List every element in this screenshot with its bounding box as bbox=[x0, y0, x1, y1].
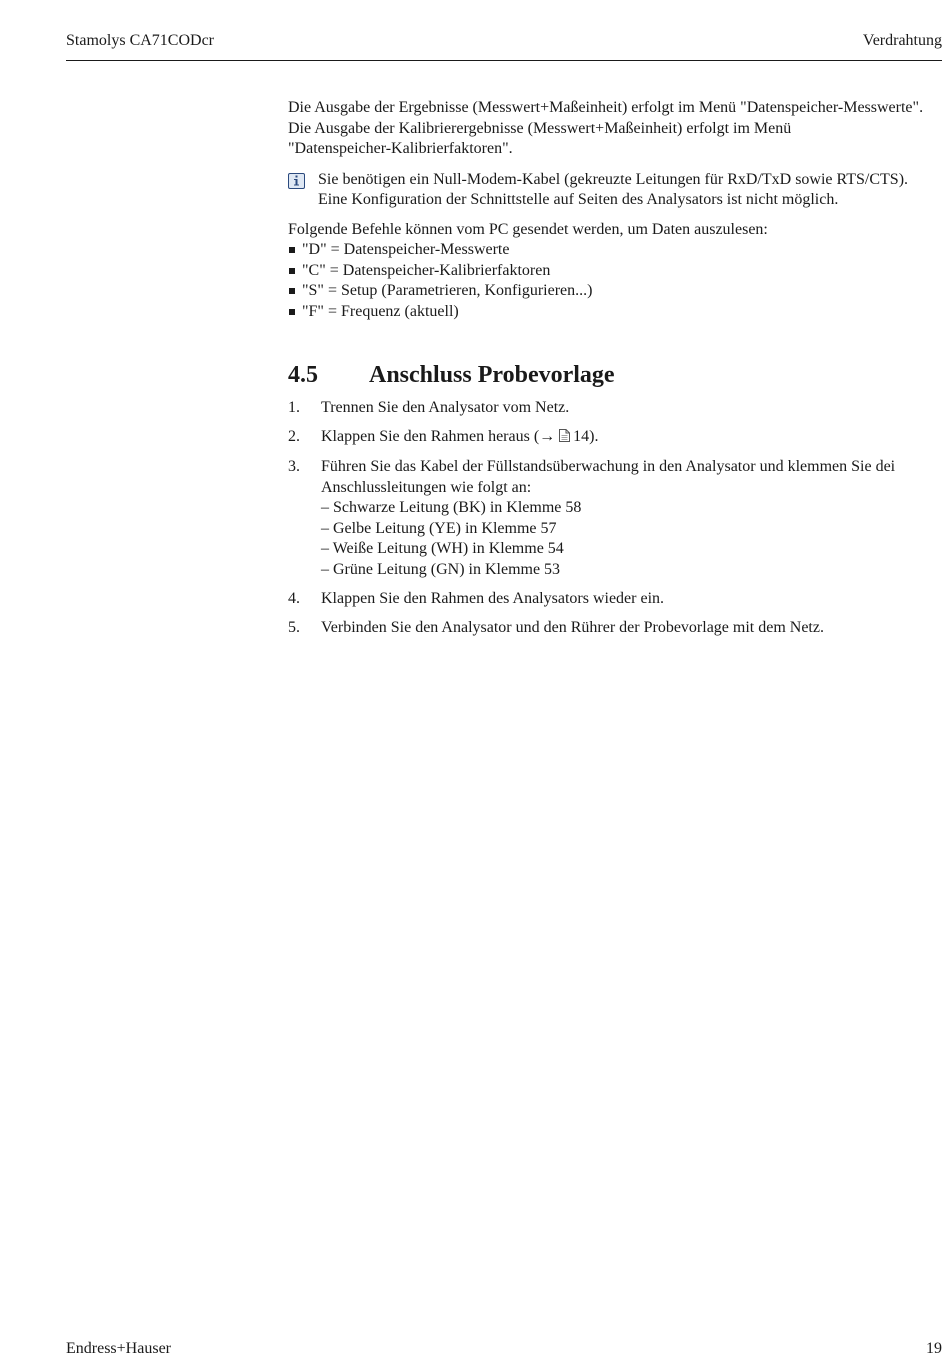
intro-paragraph bbox=[288, 98, 948, 160]
page-reference-link[interactable]: 14 bbox=[573, 428, 590, 445]
list-item bbox=[288, 261, 948, 282]
step-text: Anschlussleitungen wie folgt an: bbox=[321, 478, 532, 496]
note-line: Eine Konfiguration der Schnittstelle auf Seiten des Analysators ist nicht möglich. bbox=[318, 191, 839, 208]
wiring-list bbox=[321, 498, 948, 580]
steps-list bbox=[288, 398, 948, 638]
bullet-square-icon bbox=[289, 247, 295, 253]
header-product: Stamolys CA71CODcr bbox=[66, 32, 214, 49]
commands-list bbox=[288, 240, 948, 322]
step-number: 1. bbox=[288, 399, 300, 416]
commands-lead: Folgende Befehle können vom PC gesendet werden, um Daten auszulesen: bbox=[288, 220, 768, 238]
step-number: 3. bbox=[288, 458, 300, 475]
wiring-item: – Grüne Leitung (GN) in Klemme 53 bbox=[321, 560, 561, 578]
command-text: "F" = Frequenz (aktuell) bbox=[302, 302, 459, 320]
step-number: 5. bbox=[288, 618, 300, 636]
section-number: 4.5 bbox=[288, 362, 318, 388]
step-item bbox=[288, 589, 948, 610]
wiring-item: – Schwarze Leitung (BK) in Klemme 58 bbox=[321, 499, 582, 516]
arrow-right-icon: → bbox=[539, 428, 556, 445]
command-text: "S" = Setup (Parametrieren, Konfigurieren...) bbox=[302, 282, 593, 299]
step-text: Klappen Sie den Rahmen des Analysators wieder ein. bbox=[321, 589, 665, 607]
info-icon bbox=[288, 173, 305, 189]
bullet-square-icon bbox=[289, 309, 295, 315]
step-text: ). bbox=[589, 428, 599, 445]
wiring-item: – Gelbe Leitung (YE) in Klemme 57 bbox=[321, 519, 557, 537]
intro-line: "Datenspeicher-Kalibrierfaktoren". bbox=[288, 140, 513, 157]
step-item bbox=[288, 618, 948, 639]
step-item bbox=[288, 457, 948, 580]
header-chapter: Verdrahtung bbox=[862, 32, 942, 49]
list-item bbox=[288, 302, 948, 323]
page-number: 19 bbox=[926, 1340, 942, 1357]
intro-line: Die Ausgabe der Ergebnisse (Messwert+Maßeinheit) erfolgt im Menü "Datenspeicher-Messwerte". bbox=[288, 99, 924, 116]
note-line: Sie benötigen ein Null-Modem-Kabel (gekreuzte Leitungen für RxD/TxD sowie RTS/CTS). bbox=[318, 170, 909, 188]
page-header bbox=[66, 30, 942, 61]
intro-line: Die Ausgabe der Kalibrierergebnisse (Messwert+Maßeinheit) erfolgt im Menü bbox=[288, 119, 792, 137]
step-text: Klappen Sie den Rahmen heraus ( bbox=[321, 428, 540, 445]
bullet-square-icon bbox=[289, 268, 295, 274]
list-item bbox=[288, 281, 948, 302]
step-item bbox=[288, 427, 948, 449]
wiring-item: – Weiße Leitung (WH) in Klemme 54 bbox=[321, 540, 564, 557]
footer-brand: Endress+Hauser bbox=[66, 1340, 171, 1357]
step-text: Verbinden Sie den Analysator und den Rührer der Probevorlage mit dem Netz. bbox=[321, 618, 824, 636]
section-heading bbox=[288, 360, 948, 390]
page-reference-icon bbox=[559, 428, 570, 449]
command-text: "D" = Datenspeicher-Messwerte bbox=[302, 241, 510, 258]
section-title: Anschluss Probevorlage bbox=[369, 362, 615, 388]
list-item bbox=[288, 240, 948, 261]
info-note bbox=[288, 170, 948, 211]
page-content bbox=[288, 98, 948, 647]
step-item bbox=[288, 398, 948, 419]
step-text: Führen Sie das Kabel der Füllstandsüberwachung in den Analysator und klemmen Sie dei bbox=[321, 458, 896, 475]
step-number: 4. bbox=[288, 589, 300, 607]
step-text: Trennen Sie den Analysator vom Netz. bbox=[321, 399, 570, 416]
bullet-square-icon bbox=[289, 288, 295, 294]
command-text: "C" = Datenspeicher-Kalibrierfaktoren bbox=[302, 261, 551, 279]
step-number: 2. bbox=[288, 428, 300, 445]
